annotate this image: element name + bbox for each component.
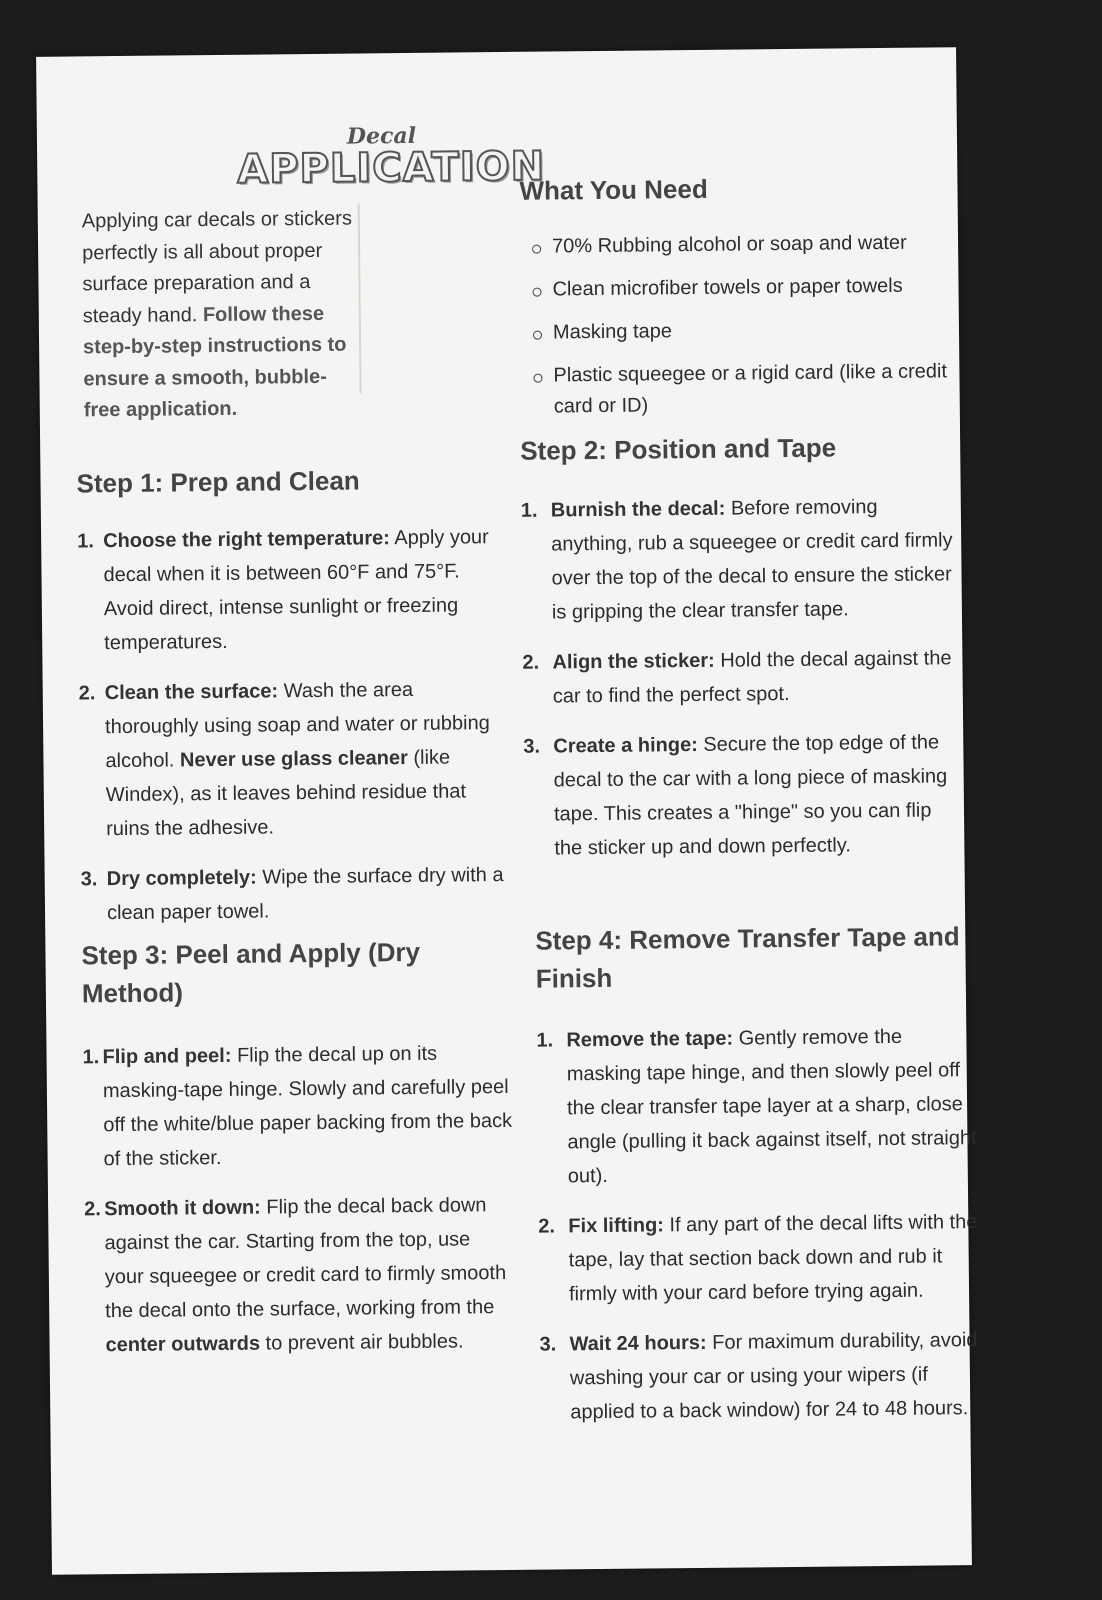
list-item: 1. Flip and peel: Flip the decal up on its masking-tape hinge. Slowly and carefully peel off the white/blue paper backing from the back of the sticker.	[82, 1042, 513, 1171]
list-item: 70% Rubbing alcohol or soap and water	[520, 227, 950, 263]
step2-heading: Step 2: Position and Tape	[520, 432, 837, 466]
intro-text-bold: Follow these step-by-step instructions to ensure a smooth, bubble-free application.	[83, 302, 347, 422]
bullet-icon	[533, 374, 542, 383]
intro-text: Applying car decals or stickers perfectly is all about proper surface preparation and a steady hand.	[81, 207, 353, 327]
instruction-sheet	[36, 47, 978, 1575]
step3-section	[81, 932, 516, 1378]
script-title: Decal	[346, 122, 417, 150]
step1-heading: Step 1: Prep and Clean	[76, 465, 360, 499]
list-item: 3. Create a hinge: Secure the top edge of the decal to the car with a long piece of masking tape. This creates a "hinge" so you can flip the sticker up and down perfectly.	[523, 731, 948, 860]
what-you-need-section	[519, 167, 952, 434]
bullet-icon	[533, 288, 542, 297]
list-item: 3. Wait 24 hours: For maximum durability, avoid washing your car or using your wipers (if applied to a back window) for 24 to 48 hours.	[539, 1329, 978, 1424]
step4-section	[535, 917, 980, 1446]
step2-section	[520, 427, 965, 882]
list-item: 1. Choose the right temperature: Apply your decal when it is between 60°F and 75°F. Avoid direct, intense sunlight or freezing temperatures.	[77, 526, 489, 655]
list-item: Plastic squeegee or a rigid card (like a credit card or ID)	[521, 356, 952, 422]
step3-heading: Step 3: Peel and Apply (Dry Method)	[81, 936, 421, 1009]
page-title: APPLICATION	[237, 143, 546, 193]
list-item: 1. Remove the tape: Gently remove the masking tape hinge, and then slowly peel off the clear transfer tape layer at a sharp, close angle (pulling it back against itself, not straight out).	[536, 1025, 977, 1188]
what-you-need-heading: What You Need	[519, 173, 708, 206]
list-item: Clean microfiber towels or paper towels	[520, 270, 950, 306]
supplies-list	[520, 227, 952, 422]
step3-list	[82, 1036, 515, 1362]
list-item: 2. Clean the surface: Wash the area thoroughly using soap and water or rubbing alcohol. Never use glass cleaner (like Windex), as it leaves behind residue that ruins the adhesive.	[78, 678, 490, 841]
step2-list	[521, 489, 965, 866]
step4-heading: Step 4: Remove Transfer Tape and Finish	[535, 921, 960, 994]
list-item: 2. Smooth it down: Flip the decal back down against the car. Starting from the top, use your squeegee or credit card to firmly smooth the decal onto the surface, working from the center outwards to prevent air bubbles.	[84, 1194, 507, 1357]
bullet-icon	[533, 331, 542, 340]
list-item: 2. Fix lifting: If any part of the decal lifts with the tape, lay that section back down and rub it firmly with your card before trying again.	[538, 1211, 978, 1306]
list-item: Masking tape	[521, 313, 951, 349]
list-item: 3. Dry completely: Wipe the surface dry with a clean paper towel.	[80, 864, 504, 925]
step4-list	[536, 1019, 980, 1430]
list-item: 1. Burnish the decal: Before removing anything, rub a squeegee or credit card firmly over the top of the decal to ensure the sticker is gripping the clear transfer tape.	[520, 496, 953, 624]
bullet-icon	[532, 245, 541, 254]
list-item: 2. Align the sticker: Hold the decal against the car to find the perfect spot.	[522, 647, 952, 708]
intro-paragraph	[82, 203, 364, 426]
step1-list	[77, 520, 511, 930]
step1-section	[76, 460, 511, 946]
